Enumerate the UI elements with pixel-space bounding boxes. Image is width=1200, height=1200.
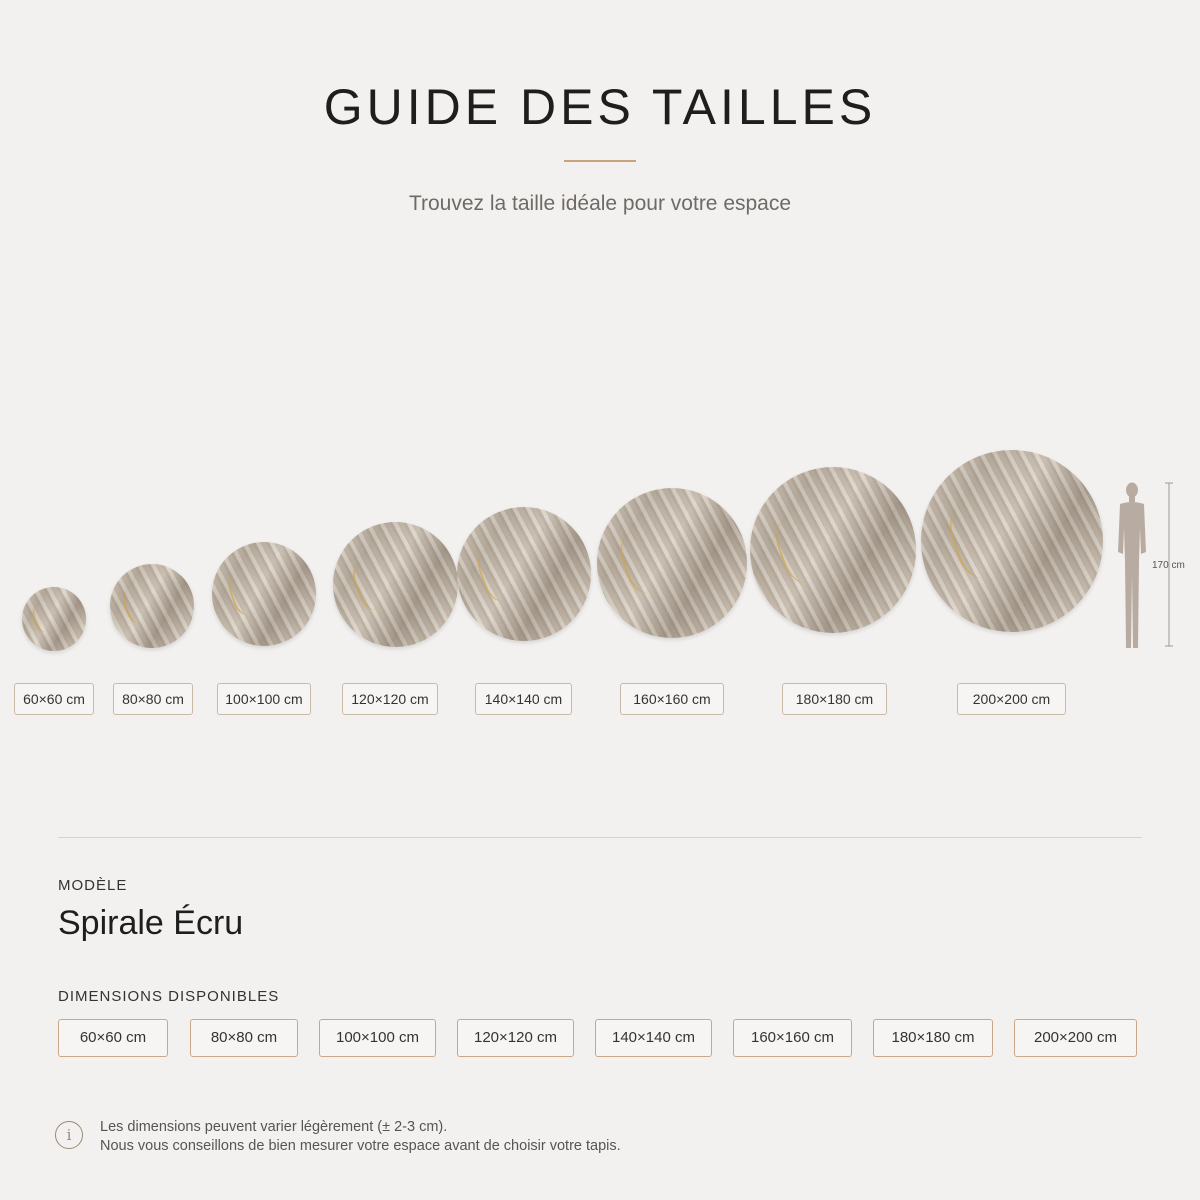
- dimension-option-80[interactable]: 80×80 cm: [190, 1019, 298, 1057]
- rug-120: [333, 522, 458, 647]
- dimension-option-160[interactable]: 160×160 cm: [733, 1019, 852, 1057]
- page-subtitle: Trouvez la taille idéale pour votre espace: [408, 192, 792, 215]
- rug-size-label: 160×160 cm: [620, 683, 724, 715]
- size-note: [100, 1118, 621, 1156]
- dimension-option-100[interactable]: 100×100 cm: [319, 1019, 436, 1057]
- rug-140: [457, 507, 591, 641]
- rug-size-label: 100×100 cm: [217, 683, 311, 715]
- rug-100: [212, 542, 316, 646]
- dimension-option-180[interactable]: 180×180 cm: [873, 1019, 993, 1057]
- rug-60: [22, 587, 86, 651]
- title-underline: [564, 160, 636, 162]
- rug-size-label: 180×180 cm: [782, 683, 887, 715]
- dimension-option-120[interactable]: 120×120 cm: [457, 1019, 574, 1057]
- rug-size-label: 120×120 cm: [342, 683, 438, 715]
- dimension-option-200[interactable]: 200×200 cm: [1014, 1019, 1137, 1057]
- info-icon: i: [55, 1121, 83, 1149]
- dimension-option-60[interactable]: 60×60 cm: [58, 1019, 168, 1057]
- rug-size-label: 140×140 cm: [475, 683, 572, 715]
- rug-size-label: 200×200 cm: [957, 683, 1066, 715]
- size-note-line1: Les dimensions peuvent varier légèrement (± 2-3 cm).: [100, 1119, 448, 1135]
- size-note-line2: Nous vous conseillons de bien mesurer votre espace avant de choisir votre tapis.: [100, 1138, 621, 1154]
- dimensions-label: DIMENSIONS DISPONIBLES: [58, 988, 280, 1005]
- dimension-option-140[interactable]: 140×140 cm: [595, 1019, 712, 1057]
- rug-160: [597, 488, 747, 638]
- rug-80: [110, 564, 194, 648]
- page-title: GUIDE DES TAILLES: [323, 79, 877, 135]
- human-height-label: 170 cm: [1152, 560, 1185, 571]
- rug-size-label: 80×80 cm: [113, 683, 193, 715]
- model-name: Spirale Écru: [58, 904, 244, 942]
- section-divider: [58, 837, 1142, 838]
- model-label: MODÈLE: [58, 877, 128, 894]
- rug-180: [750, 467, 916, 633]
- rug-200: [921, 450, 1103, 632]
- rug-size-label: 60×60 cm: [14, 683, 94, 715]
